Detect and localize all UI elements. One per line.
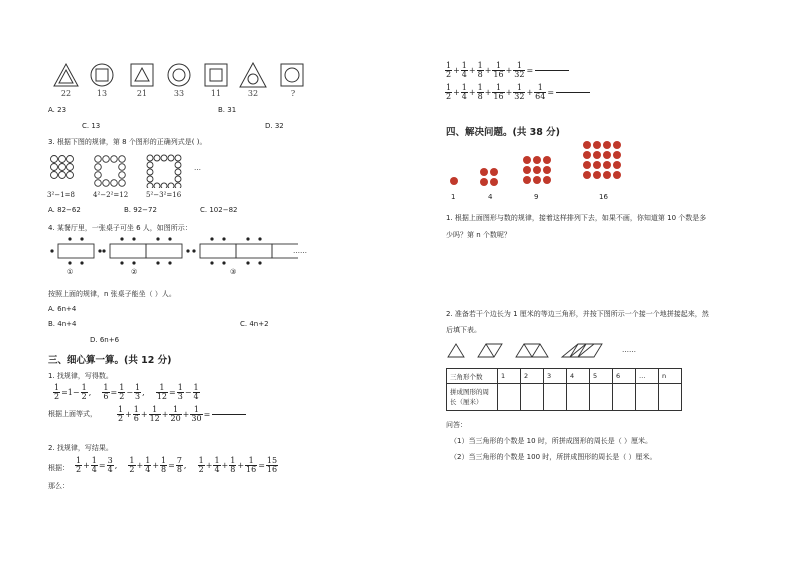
q4-ellipsis: …… — [293, 247, 307, 255]
s3-q1-sum: $\frac{1}{2}$ + $\frac{1}{6}$ + $\frac{1}{12}$ + $\frac{1}{20}$ + $\frac{1}{30}$ = — [116, 404, 246, 423]
q3-title: 3. 根据下图的规律，第 8 个图形的正确列式是( )。 — [48, 138, 207, 146]
shape-caption: ? — [290, 89, 296, 98]
circle-in-triangle-shape — [240, 63, 266, 87]
table-cell: 5 — [590, 369, 613, 384]
circle-in-circle-shape — [168, 64, 190, 86]
dot-label: 9 — [534, 193, 539, 201]
table-cell — [636, 384, 659, 411]
shape-caption: 13 — [96, 89, 108, 98]
top-right-sum-2: $\frac{1}{2}$ + $\frac{1}{4}$ + $\frac{1}{8}$ + $\frac{1}{16}$ + $\frac{1}{32}$ + $\frac{1}{64}$ = — [444, 82, 590, 101]
q4-question: 按照上面的规律，n 张桌子能坐（ ）人。 — [48, 290, 176, 298]
table-cell — [659, 384, 682, 411]
q3-formula: 3²−1=8 — [47, 191, 75, 199]
table-cell: 1 — [498, 369, 521, 384]
answer-label: 问答： — [446, 421, 467, 429]
s3-q1-equations: $\frac{1}{2}$ =1− $\frac{1}{2}$ , $\frac{1}{6}$ = $\frac{1}{2}$ − $\frac{1}{3}$ , $\frac{1}{12}$ = $\frac{1}{3}$ − $\frac{1}{4}$ — [54, 383, 199, 401]
q4-option-a: A. 6n+4 — [48, 305, 77, 313]
dot-label: 16 — [599, 193, 608, 201]
shape-sequence-figure — [52, 62, 312, 90]
answer-2: （2）当三角形的个数是 100 时，所拼成图形的周长是（ ）厘米。 — [450, 453, 657, 461]
s3-q2-prefix: 根据： — [48, 464, 69, 472]
table-cell: 三角形个数 — [447, 369, 498, 384]
table-cell: 2 — [521, 369, 544, 384]
shape-caption: 11 — [210, 89, 222, 98]
table-cell — [521, 384, 544, 411]
table-row — [447, 369, 682, 384]
option-a: A. 23 — [48, 106, 67, 114]
option-b: B. 31 — [218, 106, 237, 114]
s4-q1-line2: 少吗？第 n 个数呢？ — [446, 231, 511, 239]
table-cell: … — [636, 369, 659, 384]
triangle-sequence-figure — [446, 342, 626, 360]
circle-in-square-shape — [281, 64, 303, 86]
q4-label: ② — [131, 268, 138, 276]
table-cell: 4 — [567, 369, 590, 384]
q4-option-d: D. 6n+6 — [90, 336, 120, 344]
top-right-sum-1: $\frac{1}{2}$ + $\frac{1}{4}$ + $\frac{1}{8}$ + $\frac{1}{16}$ + $\frac{1}{32}$ = — [444, 60, 569, 79]
shape-caption: 22 — [60, 89, 72, 98]
q3-option-c: C. 102−82 — [200, 206, 238, 214]
triangle-ellipsis: …… — [622, 346, 636, 354]
table-cell: 6 — [613, 369, 636, 384]
q4-option-b: B. 4n+4 — [48, 320, 77, 328]
red-dot-squares-figure — [444, 138, 644, 188]
table-cell: n — [659, 369, 682, 384]
s4-q2-line2: 后填下表。 — [446, 326, 481, 334]
option-d: D. 32 — [265, 122, 284, 130]
triangle-in-square-shape — [131, 64, 153, 86]
s3-q1-title: 1. 找规律，写得数。 — [48, 372, 113, 380]
table-cell: 3 — [544, 369, 567, 384]
q4-label: ① — [67, 268, 74, 276]
shape-caption: 32 — [247, 89, 259, 98]
q4-option-c: C. 4n+2 — [240, 320, 269, 328]
triangle-in-triangle-shape — [54, 64, 78, 86]
q4-title: 4. 某餐厅里，一张桌子可坐 6 人，如图所示： — [48, 224, 192, 232]
table-cell: 拼成图形的周 长（厘米） — [447, 384, 498, 411]
q3-option-a: A. 82−62 — [48, 206, 81, 214]
section-3-title: 三、细心算一算。(共 12 分) — [48, 355, 172, 366]
q3-dot-patterns — [48, 154, 208, 188]
dot-label: 4 — [488, 193, 493, 201]
s4-q1-line1: 1. 根据上面图形与数的规律，接着这样排列下去，如果不画，你知道第 10 个数是多 — [446, 214, 707, 222]
q4-table-figure — [48, 236, 298, 268]
table-cell — [567, 384, 590, 411]
q3-ellipsis: … — [194, 164, 201, 172]
triangle-in-circle-shape — [91, 64, 113, 86]
table-row — [447, 384, 682, 411]
perimeter-table — [446, 368, 682, 411]
q3-formula: 4²−2²=12 — [93, 191, 129, 199]
shape-caption: 33 — [173, 89, 185, 98]
option-c: C. 13 — [82, 122, 101, 130]
s3-q1-prefix: 根据上面等式， — [48, 410, 97, 418]
q3-option-b: B. 92−72 — [124, 206, 157, 214]
q4-label: ③ — [230, 268, 237, 276]
s3-q2-title: 2. 找规律，写结果。 — [48, 444, 113, 452]
s4-q2-line1: 2. 准备若干个边长为 1 厘米的等边三角形，并按下图所示一个接一个地拼接起来，然 — [446, 310, 709, 318]
answer-1: （1）当三角形的个数是 10 时，所拼成图形的周长是（ ）厘米。 — [450, 437, 653, 445]
s3-q2-then: 那么： — [48, 482, 69, 490]
shape-caption: 21 — [136, 89, 148, 98]
table-cell — [544, 384, 567, 411]
section-4-title: 四、解决问题。(共 38 分) — [446, 127, 561, 138]
s3-q2-equations: $\frac{1}{2}$ + $\frac{1}{4}$ = $\frac{3}{4}$ , $\frac{1}{2}$ + $\frac{1}{4}$ + $\frac{1}{8}$ = $\frac{7}{8}$ , $\frac{1}{2}$ + $\frac{1}{4}$ + $\frac{1}{8}$ + $\frac{1}{16}$ = $\frac{15}{16}$ — [76, 456, 278, 474]
table-cell — [498, 384, 521, 411]
table-cell — [613, 384, 636, 411]
dot-label: 1 — [451, 193, 456, 201]
square-in-square-shape — [205, 64, 227, 86]
q3-formula: 5²−3²=16 — [146, 191, 182, 199]
table-cell — [590, 384, 613, 411]
